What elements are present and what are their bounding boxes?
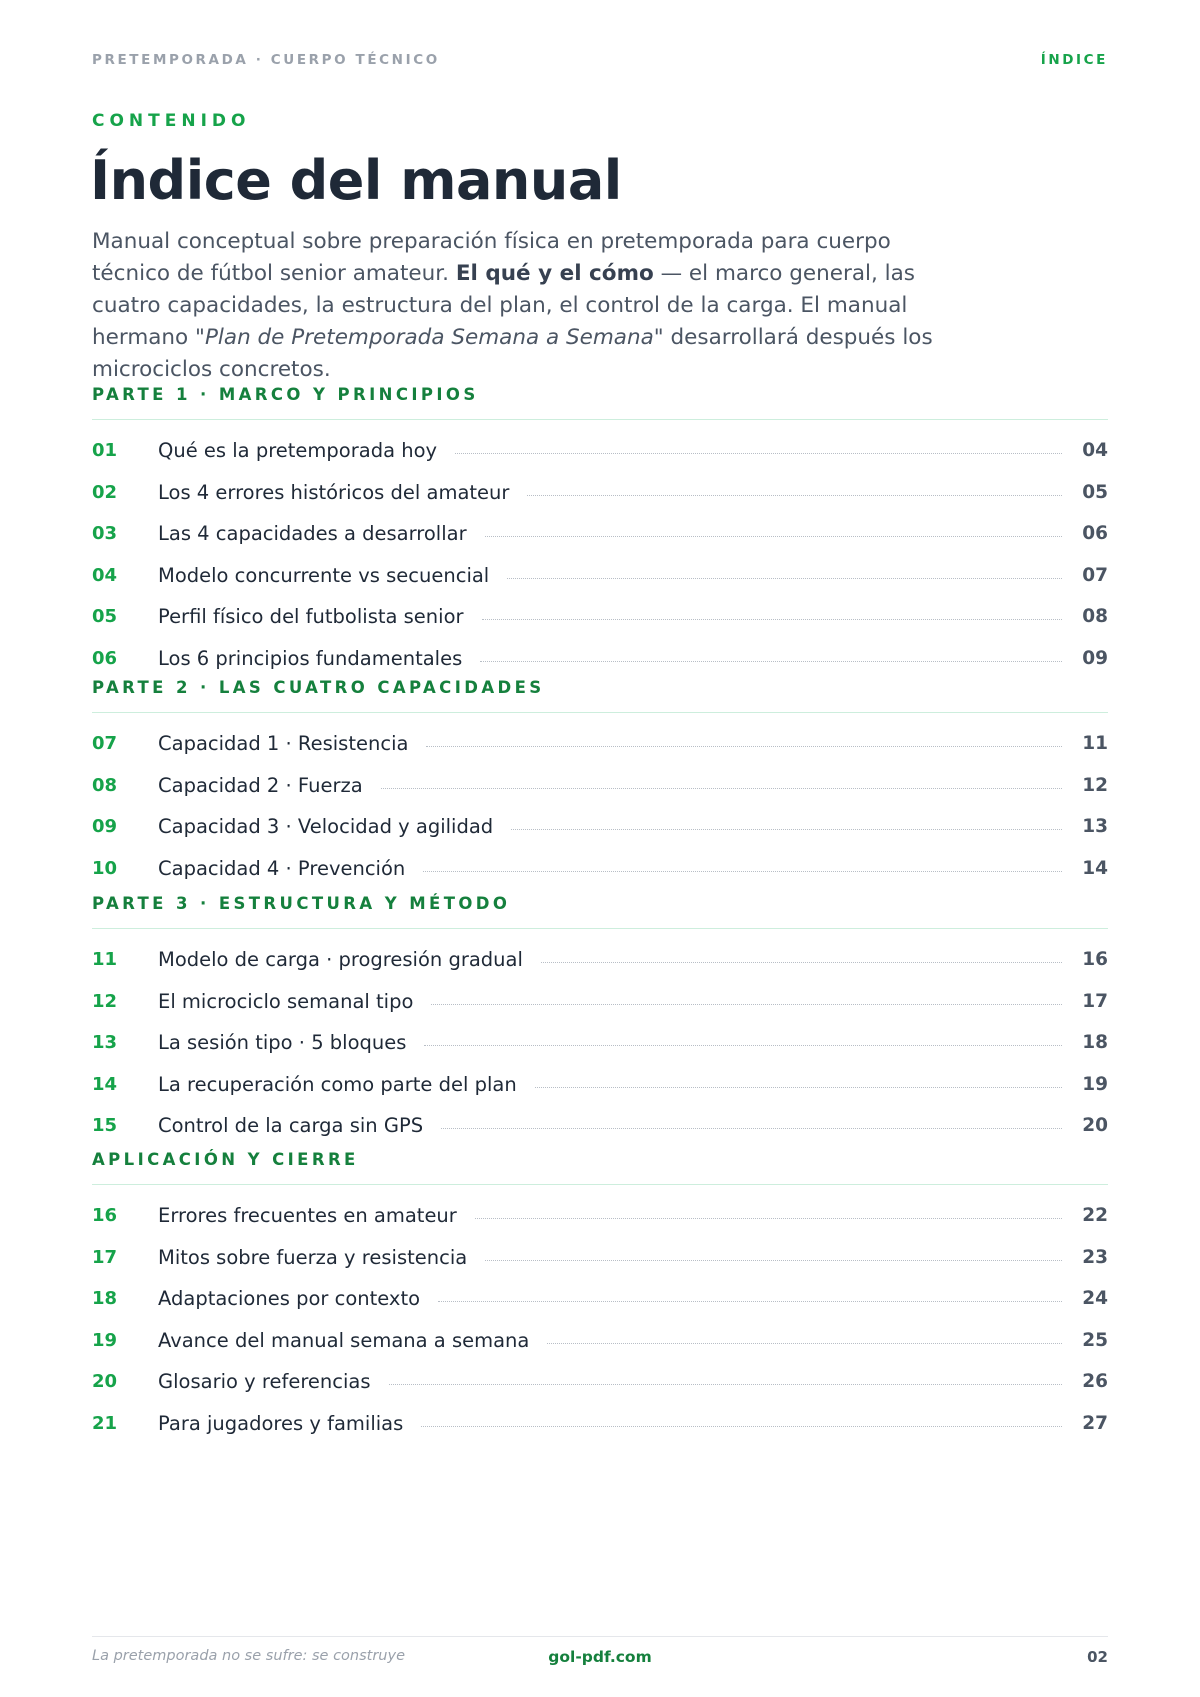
- toc-entry-title: Para jugadores y familias: [158, 1411, 404, 1435]
- section-divider: [92, 1184, 1108, 1185]
- dot-leader: [485, 536, 1062, 537]
- toc-entry-title: Modelo concurrente vs secuencial: [158, 563, 490, 587]
- dot-leader: [423, 871, 1062, 872]
- dot-leader: [455, 453, 1062, 454]
- toc-entry-number: 03: [92, 523, 118, 545]
- dot-leader: [381, 788, 1062, 789]
- toc-entry[interactable]: [92, 513, 1108, 555]
- toc-entry-number: 10: [92, 857, 118, 879]
- toc-entry-page: 20: [1082, 1115, 1108, 1137]
- toc-entry-page: 14: [1082, 857, 1108, 879]
- toc-entry[interactable]: [92, 939, 1108, 981]
- toc-entry-title: Qué es la pretemporada hoy: [158, 439, 438, 463]
- toc-entry-number: 19: [92, 1329, 118, 1351]
- dot-leader: [535, 1087, 1062, 1088]
- toc-entry[interactable]: [92, 638, 1108, 680]
- toc-entry-title: Capacidad 2 · Fuerza: [158, 773, 363, 797]
- toc-entry-number: 20: [92, 1371, 118, 1393]
- toc-entry-page: 18: [1082, 1032, 1108, 1054]
- toc-entry-number: 09: [92, 816, 118, 838]
- toc-entry-page: 12: [1082, 774, 1108, 796]
- section-kicker: CONTENIDO: [92, 111, 251, 131]
- toc-entry-page: 17: [1082, 990, 1108, 1012]
- page-footer: [92, 1648, 1108, 1668]
- running-header: [92, 52, 1108, 68]
- intro-italic: Plan de Pretemporada Semana a Semana: [204, 325, 654, 350]
- dot-leader: [438, 1301, 1062, 1302]
- toc-entry-number: 01: [92, 440, 118, 462]
- toc-entry-title: Modelo de carga · progresión gradual: [158, 948, 523, 972]
- toc-entry[interactable]: [92, 596, 1108, 638]
- toc-entry[interactable]: [92, 1320, 1108, 1362]
- dot-leader: [482, 619, 1062, 620]
- toc-entry-number: 15: [92, 1115, 118, 1137]
- footer-divider: [92, 1636, 1108, 1637]
- dot-leader: [424, 1045, 1062, 1046]
- toc-entry[interactable]: [92, 848, 1108, 890]
- dot-leader: [389, 1384, 1062, 1385]
- toc-entry-page: 09: [1082, 647, 1108, 669]
- toc-entry[interactable]: [92, 806, 1108, 848]
- section-divider: [92, 419, 1108, 420]
- toc-section-heading: APLICACIÓN Y CIERRE: [92, 1150, 359, 1169]
- footer-tagline: La pretemporada no se sufre: se construye: [92, 1648, 406, 1664]
- page-number: 02: [1087, 1648, 1108, 1666]
- toc-entry-page: 08: [1082, 606, 1108, 628]
- running-header-title: PRETEMPORADA · CUERPO TÉCNICO: [92, 52, 440, 68]
- dot-leader: [441, 1128, 1062, 1129]
- toc-entry[interactable]: [92, 1022, 1108, 1064]
- toc-entry-page: 24: [1082, 1288, 1108, 1310]
- toc-entry-page: 27: [1082, 1412, 1108, 1434]
- toc-entry-title: Errores frecuentes en amateur: [158, 1204, 457, 1228]
- toc-entry-page: 16: [1082, 949, 1108, 971]
- toc-entry[interactable]: [92, 1403, 1108, 1445]
- page: [92, 0, 1108, 1697]
- toc-entry[interactable]: [92, 430, 1108, 472]
- toc-section-heading: PARTE 2 · LAS CUATRO CAPACIDADES: [92, 678, 545, 697]
- toc-entry[interactable]: [92, 1195, 1108, 1237]
- footer-site-link[interactable]: gol-pdf.com: [548, 1648, 652, 1666]
- toc-entry-number: 08: [92, 774, 118, 796]
- toc-entry-title: Capacidad 3 · Velocidad y agilidad: [158, 815, 494, 839]
- toc-entry-number: 13: [92, 1032, 118, 1054]
- toc-entry-page: 05: [1082, 481, 1108, 503]
- toc-entry-number: 06: [92, 647, 118, 669]
- toc-entry-title: Adaptaciones por contexto: [158, 1287, 421, 1311]
- toc-entry-page: 11: [1082, 733, 1108, 755]
- dot-leader: [485, 1260, 1062, 1261]
- toc-entry-page: 19: [1082, 1073, 1108, 1095]
- dot-leader: [527, 495, 1062, 496]
- toc-entry-number: 02: [92, 481, 118, 503]
- dot-leader: [507, 578, 1062, 579]
- toc-entry-number: 18: [92, 1288, 118, 1310]
- toc-entry[interactable]: [92, 1237, 1108, 1279]
- toc-entry-page: 25: [1082, 1329, 1108, 1351]
- toc-entry-page: 07: [1082, 564, 1108, 586]
- toc-section-heading: PARTE 3 · ESTRUCTURA Y MÉTODO: [92, 894, 511, 913]
- toc-entry-title: Los 6 principios fundamentales: [158, 646, 463, 670]
- page-title: Índice del manual: [90, 149, 622, 212]
- toc-entry-title: Capacidad 4 · Prevención: [158, 856, 406, 880]
- intro-bold: El qué y el cómo: [455, 261, 654, 286]
- section-divider: [92, 712, 1108, 713]
- toc-entry-title: Glosario y referencias: [158, 1370, 371, 1394]
- toc-entry-title: Avance del manual semana a semana: [158, 1328, 530, 1352]
- toc-entry[interactable]: [92, 1361, 1108, 1403]
- toc-entry[interactable]: [92, 1278, 1108, 1320]
- toc-entry-title: Control de la carga sin GPS: [158, 1114, 424, 1138]
- dot-leader: [421, 1426, 1062, 1427]
- dot-leader: [431, 1004, 1062, 1005]
- toc-entry[interactable]: [92, 981, 1108, 1023]
- toc-section: [92, 677, 1108, 889]
- toc-entry-number: 17: [92, 1246, 118, 1268]
- toc-entry-number: 16: [92, 1205, 118, 1227]
- toc-entry-number: 07: [92, 733, 118, 755]
- dot-leader: [475, 1218, 1062, 1219]
- intro-paragraph: [92, 226, 952, 386]
- toc-entry-title: Los 4 errores históricos del amateur: [158, 480, 510, 504]
- toc-entry-title: El microciclo semanal tipo: [158, 989, 414, 1013]
- dot-leader: [541, 962, 1062, 963]
- toc-section: [92, 893, 1108, 1147]
- toc-entry[interactable]: [92, 1064, 1108, 1106]
- toc-entry-title: Las 4 capacidades a desarrollar: [158, 522, 467, 546]
- toc-entry-number: 21: [92, 1412, 118, 1434]
- toc-section: [92, 1149, 1108, 1444]
- toc-entry-number: 14: [92, 1073, 118, 1095]
- toc-entry-page: 26: [1082, 1371, 1108, 1393]
- toc-entry-number: 11: [92, 949, 118, 971]
- dot-leader: [511, 829, 1062, 830]
- intro-text-3: " desarrollará después los microciclos concretos.: [92, 325, 933, 382]
- toc-entry-title: Perfil físico del futbolista senior: [158, 605, 464, 629]
- toc-entry[interactable]: [92, 765, 1108, 807]
- dot-leader: [547, 1343, 1062, 1344]
- toc-entry-page: 04: [1082, 440, 1108, 462]
- toc-entry-title: Capacidad 1 · Resistencia: [158, 732, 409, 756]
- dot-leader: [426, 746, 1062, 747]
- toc-entry-title: La recuperación como parte del plan: [158, 1072, 517, 1096]
- toc-entry-page: 23: [1082, 1246, 1108, 1268]
- toc-entry-number: 04: [92, 564, 118, 586]
- toc-entry[interactable]: [92, 472, 1108, 514]
- dot-leader: [480, 661, 1062, 662]
- toc-entry-page: 22: [1082, 1205, 1108, 1227]
- running-header-section: ÍNDICE: [1040, 52, 1108, 68]
- toc-section: [92, 384, 1108, 679]
- toc-entry[interactable]: [92, 1105, 1108, 1147]
- toc-entry-title: Mitos sobre fuerza y resistencia: [158, 1245, 468, 1269]
- toc-section-heading: PARTE 1 · MARCO Y PRINCIPIOS: [92, 385, 479, 404]
- section-divider: [92, 928, 1108, 929]
- toc-entry-number: 05: [92, 606, 118, 628]
- intro-text-1: Manual conceptual sobre preparación física en pretemporada para cuerpo técnico de fútbol senior amateur.: [92, 229, 891, 286]
- intro-text-2: — el marco general, las cuatro capacidades, la estructura del plan, el control de la carga. El manual hermano ": [92, 261, 915, 350]
- toc-entry[interactable]: [92, 555, 1108, 597]
- toc-entry[interactable]: [92, 723, 1108, 765]
- toc-entry-number: 12: [92, 990, 118, 1012]
- toc-entry-title: La sesión tipo · 5 bloques: [158, 1031, 407, 1055]
- toc-entry-page: 06: [1082, 523, 1108, 545]
- toc-entry-page: 13: [1082, 816, 1108, 838]
